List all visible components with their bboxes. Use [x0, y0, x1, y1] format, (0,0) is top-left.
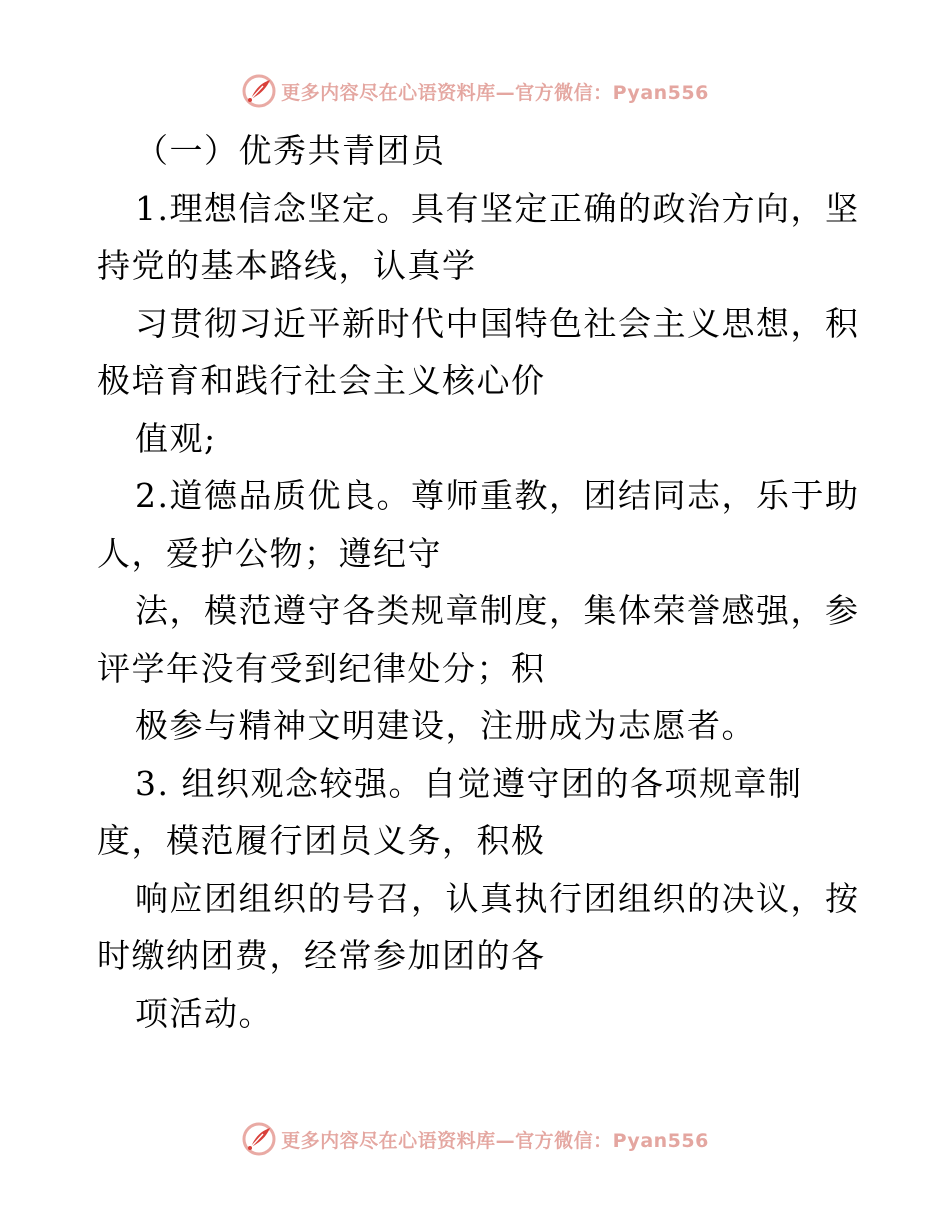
paragraph-line: 时缴纳团费，经常参加团的各	[97, 936, 546, 975]
paragraph-line: 响应团组织的号召，认真执行团组织的决议，按	[135, 878, 860, 918]
paragraph-line: 习贯彻习近平新时代中国特色社会主义思想，积	[135, 303, 860, 343]
paragraph-line: 法，模范遵守各类规章制度，集体荣誉感强，参	[135, 591, 860, 630]
paragraph-line: 1.理想信念坚定。具有坚定正确的政治方向，坚	[135, 188, 860, 228]
feather-pen-seal-icon	[241, 73, 277, 109]
feather-pen-seal-icon	[241, 1121, 277, 1157]
header-banner	[0, 66, 950, 116]
banner-text: 更多内容尽在心语资料库—官方微信：Pyan556	[281, 1129, 709, 1152]
paragraph-line: 值观;	[135, 418, 217, 458]
paragraph-line: 评学年没有受到纪律处分；积	[97, 648, 546, 688]
document-body	[97, 122, 860, 1042]
paragraph-line: 度，模范履行团员义务，积极	[97, 821, 546, 860]
paragraph-line: 2.道德品质优良。尊师重教，团结同志，乐于助	[135, 476, 860, 515]
banner-text: 更多内容尽在心语资料库—官方微信：Pyan556	[281, 81, 709, 104]
footer-banner	[0, 1114, 950, 1164]
paragraph-line: 人，爱护公物；遵纪守	[97, 533, 442, 573]
paragraph-line: 持党的基本路线，认真学	[97, 246, 477, 285]
paragraph-line: 极参与精神文明建设，注册成为志愿者。	[135, 706, 756, 745]
section-heading: （一）优秀共青团员	[135, 131, 446, 170]
paragraph-line: 项活动。	[135, 993, 273, 1033]
paragraph-line: 极培育和践行社会主义核心价	[97, 361, 546, 400]
paragraph-line: 3. 组织观念较强。自觉遵守团的各项规章制	[135, 763, 803, 803]
